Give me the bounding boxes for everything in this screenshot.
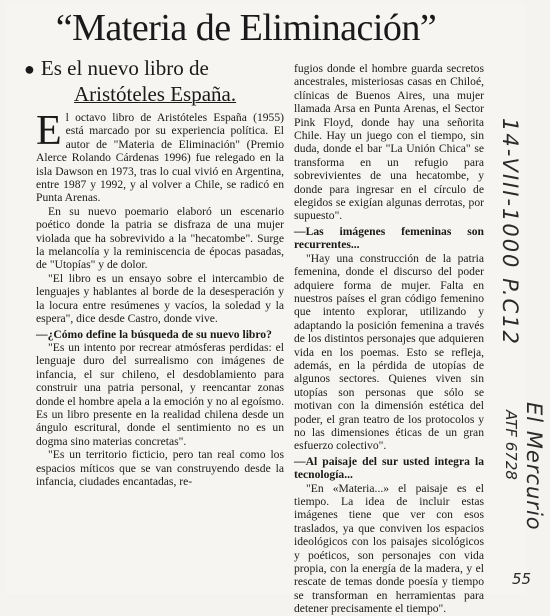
article-column-1 [36,108,284,488]
paragraph: "El libro es un ensayo sobre el intercambio de lenguajes y hablantes al borde de la desesperación y la locura entre resúmenes y vacíos, la soledad y la espera", dice desde Castro, donde vive. [36,271,284,326]
handwritten-newspaper-name: El Mercurio [522,402,546,531]
paragraph: "Es un territorio ficticio, pero tan real como los espacios míticos que se van construyendo desde la infancia, ciudades encantadas, re- [36,448,284,488]
article-column-2 [294,62,484,616]
interview-question: —¿Cómo define la búsqueda de su nuevo libro? [36,327,272,341]
paragraph: "Es un intento por recrear atmósferas perdidas: el lenguaje duro del surrealismo con imágenes de infancia, el sur chileno, el desdoblamiento para construir una patria personal, y reencantar zonas donde el hombre apela a la emoción y no al egoísmo. Es un libro presente en la realidad chilena desde un ángulo escritural, donde el sentimiento no es un dogma sino materias concretas". [36,340,284,448]
paragraph-text: l octavo libro de Aristóteles España (1955) está marcado por su experiencia política. El autor de "Materia de Eliminación" (Premio Alerce Rolando Cárdenas 1996) fue relegado en la isla Dawson en 1973, tras lo cual vivió en Argentina, entre 1987 y 1992, y al volver a Chile, se radicó en Punta Arenas. [36,111,284,205]
drop-cap: E [36,108,62,154]
paragraph: En su nuevo poemario elaboró un escenario poético donde la patria se disfraza de una mujer violada que ha sobrevivido a la "hecatombe". Surge la melancolía y la reminiscencia de épocas pasadas, de "Utopías" y de dolor. [36,204,284,272]
paragraph [36,108,284,205]
handwritten-date: 14-VIII-1000 P.C12 [498,118,522,346]
bullet-icon: ● [24,59,35,79]
handwritten-reference: ATF 6728 [502,410,520,480]
newspaper-clipping [6,4,526,616]
paragraph: "En «Materia...» el paisaje es el tiempo. La idea de incluir estas imágenes tiene que ver con esos traslados, ya que conviven los espacios ideológicos con los paisajes sicológicos y poéticos, son personajes con vida propia, con la energía de la madera, y el rescate de temas donde poesía y tiempo se transforman en herramientas para detener precisamente el tiempo". [294,481,484,616]
subheadline [24,56,264,107]
interview-question: —Al paisaje del sur usted integra la tecnología... [294,454,484,482]
handwritten-page-number: 55 [512,570,532,588]
subhead-line-2: Aristóteles España. [74,82,237,106]
subhead-line-1: Es el nuevo libro de [40,56,209,80]
paragraph: "Hay una construcción de la patria femenina, donde el discurso del poder adquiere forma de mujer. Falta en nuestros países el gran código femenino que intento explorar, utilizando y adaptando la posición femenina a través de los distintos personajes que adquieren vida en los poemas. Esto se refleja, además, en la pérdida de utopías de algunos sectores. Quienes viven sin utopías son personas que sólo se motivan con la dimensión estética del poder, el gran teatro de los protocolos y no las dimensiones éticas de un gran esfuerzo colectivo". [294,251,484,453]
interview-question: —Las imágenes femeninas son recurrentes... [294,224,484,252]
headline: “Materia de Eliminación” [55,7,437,49]
paragraph: fugios donde el hombre guarda secretos ancestrales, misteriosas casas en Chiloé, clínicas de Buenos Aires, una mujer llamada Arsa en Punta Arenas, el Sector Pink Floyd, donde hay una señorita Chile. Hay un juego con el tiempo, sin duda, donde el bar "La Unión Chica" se transforma en un refugio para sobrevivientes de una hecatombe, y donde para ingresar en el círculo de elegidos se exigían algunas derrotas, por supuesto". [294,62,484,223]
